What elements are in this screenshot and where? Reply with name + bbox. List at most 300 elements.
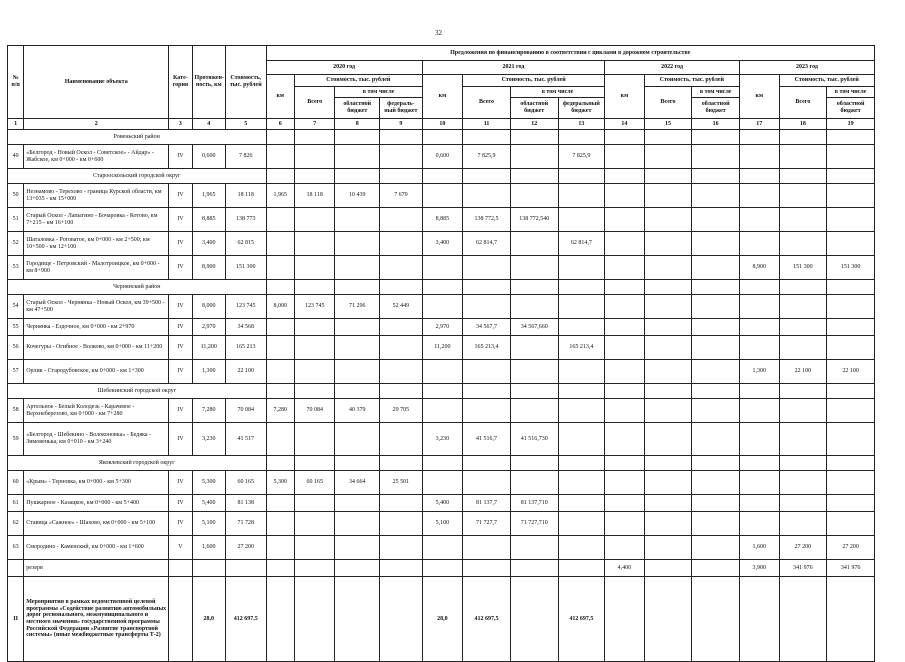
header-km-2021: км — [422, 75, 463, 119]
value-cell: 1,965 — [266, 184, 294, 208]
value-cell: 40 379 — [335, 399, 380, 423]
cost: 27 200 — [225, 536, 266, 560]
header-cost-2022: Стоимость, тыс. рублей — [644, 75, 739, 87]
value-cell — [692, 536, 740, 560]
value-cell — [294, 336, 335, 360]
row-number: 50 — [8, 184, 24, 208]
column-number: 6 — [266, 119, 294, 130]
value-cell — [779, 319, 827, 336]
value-cell — [380, 360, 423, 384]
category: IV — [169, 256, 192, 280]
value-cell — [644, 471, 692, 495]
value-cell — [644, 336, 692, 360]
value-cell — [692, 336, 740, 360]
value-cell — [266, 536, 294, 560]
empty-cell — [740, 169, 780, 184]
length: 11,200 — [192, 336, 225, 360]
empty-cell — [463, 456, 511, 471]
value-cell — [644, 232, 692, 256]
column-number: 16 — [692, 119, 740, 130]
section-row — [8, 130, 875, 145]
cost: 7 826 — [225, 145, 266, 169]
value-cell — [422, 256, 463, 280]
empty-cell — [605, 456, 645, 471]
header-total-2021: Всего — [463, 87, 511, 119]
value-cell — [266, 208, 294, 232]
value-cell — [779, 208, 827, 232]
empty-cell — [266, 384, 294, 399]
row-number: 51 — [8, 208, 24, 232]
value-cell — [558, 423, 605, 456]
empty-cell — [335, 577, 380, 662]
value-cell: 341 976 — [827, 560, 875, 577]
header-regional-2023: областной бюджет — [827, 98, 875, 119]
value-cell — [605, 536, 645, 560]
value-cell — [692, 360, 740, 384]
value-cell — [294, 512, 335, 536]
table-row — [8, 336, 875, 360]
table-row — [8, 232, 875, 256]
row-number: 58 — [8, 399, 24, 423]
column-number: 19 — [827, 119, 875, 130]
empty-cell — [692, 130, 740, 145]
section-row — [8, 280, 875, 295]
empty-cell — [692, 280, 740, 295]
value-cell: 34 664 — [335, 471, 380, 495]
object-name: Пушкарное - Казацкое, км 0+000 - км 5+400 — [24, 495, 169, 512]
value-cell — [510, 360, 558, 384]
empty-cell — [422, 280, 463, 295]
empty-cell — [380, 456, 423, 471]
empty-cell — [380, 130, 423, 145]
value-cell — [827, 145, 875, 169]
empty-cell — [463, 169, 511, 184]
category: IV — [169, 471, 192, 495]
value-cell — [644, 360, 692, 384]
empty-cell — [463, 130, 511, 145]
header-cost-2020: Стоимость, тыс. рублей — [294, 75, 422, 87]
header-regional-2022: областной бюджет — [692, 98, 740, 119]
empty-cell — [463, 560, 511, 577]
value-cell: 7 679 — [380, 184, 423, 208]
value-cell — [827, 471, 875, 495]
empty-cell — [644, 577, 692, 662]
header-length: Протяжен-ность, км — [192, 46, 225, 119]
value-cell — [335, 208, 380, 232]
value-cell: 0,600 — [422, 145, 463, 169]
header-regional-2020: областной бюджет — [335, 98, 380, 119]
program-name: Мероприятия в рамках ведомственной целевой программы «Содействие развитию автомобильных дорог регионального, межмуниципального и местного значения» государственной программы Российской Федерации «Развитие транспортной системы» (иные межбюджетные трансферты Т-2) — [24, 577, 169, 662]
value-cell: 7 825,9 — [558, 145, 605, 169]
value-cell — [294, 360, 335, 384]
empty-cell — [380, 384, 423, 399]
value-cell — [644, 399, 692, 423]
value-cell — [740, 295, 780, 319]
empty-cell — [644, 384, 692, 399]
empty-cell — [740, 577, 780, 662]
empty-cell — [266, 577, 294, 662]
value-cell — [380, 232, 423, 256]
empty-cell — [779, 130, 827, 145]
value-cell — [463, 184, 511, 208]
object-name: «Крым» - Терновка, км 0+000 - км 5+300 — [24, 471, 169, 495]
length: 28,0 — [192, 577, 225, 662]
empty-cell — [510, 456, 558, 471]
empty-cell — [644, 560, 692, 577]
header-federal-2020: федераль-ный бюджет — [380, 98, 423, 119]
value-cell — [380, 512, 423, 536]
header-regional-2021: областной бюджет — [510, 98, 558, 119]
value-cell — [605, 512, 645, 536]
value-cell — [335, 232, 380, 256]
length: 5,100 — [192, 512, 225, 536]
table-row — [8, 471, 875, 495]
section-row — [8, 456, 875, 471]
cost: 18 118 — [225, 184, 266, 208]
value-cell — [380, 319, 423, 336]
table-row — [8, 512, 875, 536]
empty-cell — [740, 130, 780, 145]
object-name: «Белгород - Шебекино - Волоконовка» - Бедяка - Зимовенька, км 0+010 - км 3+240 — [24, 423, 169, 456]
value-cell — [558, 208, 605, 232]
value-cell — [422, 184, 463, 208]
cost: 22 100 — [225, 360, 266, 384]
empty-cell — [558, 456, 605, 471]
empty-cell — [294, 577, 335, 662]
table-row — [8, 536, 875, 560]
empty-cell — [294, 169, 335, 184]
length: 2,970 — [192, 319, 225, 336]
value-cell — [266, 319, 294, 336]
empty-cell — [294, 384, 335, 399]
value-cell — [380, 423, 423, 456]
value-cell — [692, 208, 740, 232]
empty-cell — [779, 280, 827, 295]
value-cell — [335, 536, 380, 560]
value-cell: 3,900 — [740, 560, 780, 577]
value-cell — [510, 256, 558, 280]
value-cell — [294, 495, 335, 512]
category: IV — [169, 184, 192, 208]
object-name: Старый Оскол - Чернянка - Новый Оскол, км 39+500 - км 47+500 — [24, 295, 169, 319]
value-cell — [779, 232, 827, 256]
value-cell — [422, 360, 463, 384]
length: 1,300 — [192, 360, 225, 384]
row-number: II — [8, 577, 24, 662]
table-row — [8, 495, 875, 512]
value-cell — [510, 295, 558, 319]
value-cell — [692, 423, 740, 456]
row-number: 53 — [8, 256, 24, 280]
value-cell — [463, 360, 511, 384]
value-cell — [558, 360, 605, 384]
empty-cell — [692, 169, 740, 184]
row-number: 57 — [8, 360, 24, 384]
section-row — [8, 169, 875, 184]
value-cell — [827, 319, 875, 336]
object-name: Городище - Петровский - Малотроицкое, км 0+000 - км 8+900 — [24, 256, 169, 280]
value-cell — [463, 256, 511, 280]
empty-cell — [510, 560, 558, 577]
value-cell — [740, 399, 780, 423]
row-number: 62 — [8, 512, 24, 536]
empty-cell — [740, 384, 780, 399]
category: IV — [169, 336, 192, 360]
value-cell — [266, 360, 294, 384]
header-federal-2021: федеральный бюджет — [558, 98, 605, 119]
value-cell: 8,000 — [266, 295, 294, 319]
empty-cell — [827, 577, 875, 662]
cost: 62 815 — [225, 232, 266, 256]
value-cell — [294, 145, 335, 169]
empty-cell — [335, 169, 380, 184]
program-row — [8, 577, 875, 662]
value-cell: 3,400 — [422, 232, 463, 256]
value-cell: 27 200 — [779, 536, 827, 560]
empty-cell — [827, 130, 875, 145]
header-total-2022: Всего — [644, 87, 692, 119]
table-row — [8, 184, 875, 208]
value-cell — [644, 256, 692, 280]
value-cell — [644, 536, 692, 560]
value-cell — [463, 295, 511, 319]
column-number: 15 — [644, 119, 692, 130]
value-cell: 27 200 — [827, 536, 875, 560]
value-cell — [779, 184, 827, 208]
empty-cell — [463, 280, 511, 295]
value-cell — [558, 495, 605, 512]
financing-table — [7, 45, 875, 662]
header-num: № п/п — [8, 46, 24, 119]
value-cell — [827, 512, 875, 536]
value-cell — [266, 423, 294, 456]
table-row — [8, 256, 875, 280]
value-cell: 41 516,730 — [510, 423, 558, 456]
category: IV — [169, 208, 192, 232]
value-cell: 3,230 — [422, 423, 463, 456]
empty-cell — [740, 456, 780, 471]
value-cell — [692, 256, 740, 280]
empty-cell — [422, 169, 463, 184]
value-cell — [510, 184, 558, 208]
empty-cell — [692, 560, 740, 577]
value-cell — [827, 208, 875, 232]
header-total-2020: Всего — [294, 87, 335, 119]
value-cell — [266, 336, 294, 360]
header-cost-2021: Стоимость, тыс. рублей — [463, 75, 605, 87]
value-cell: 1,600 — [740, 536, 780, 560]
empty-cell — [510, 577, 558, 662]
category: IV — [169, 360, 192, 384]
header-total-2023: Всего — [779, 87, 827, 119]
row-number: 49 — [8, 145, 24, 169]
value-cell — [335, 495, 380, 512]
value-cell — [827, 336, 875, 360]
empty-cell — [335, 456, 380, 471]
value-cell — [380, 145, 423, 169]
value-cell — [827, 495, 875, 512]
column-number: 18 — [779, 119, 827, 130]
row-number: 60 — [8, 471, 24, 495]
header-category: Кате-гория — [169, 46, 192, 119]
empty-cell — [380, 577, 423, 662]
empty-cell — [827, 384, 875, 399]
reserve-label: резерв — [24, 560, 169, 577]
value-cell — [644, 512, 692, 536]
value-cell: 22 100 — [827, 360, 875, 384]
column-numbers-row — [8, 119, 875, 130]
value-cell — [463, 536, 511, 560]
value-cell: 4,400 — [605, 560, 645, 577]
object-name: Артельное - Белый Колодезь - Карачевое - Верхнеберезово, км 0+000 - км 7+280 — [24, 399, 169, 423]
cost: 34 568 — [225, 319, 266, 336]
value-cell — [740, 512, 780, 536]
value-cell — [605, 319, 645, 336]
empty-cell — [380, 280, 423, 295]
value-cell — [510, 399, 558, 423]
cost: 412 697,5 — [225, 577, 266, 662]
value-cell: 138 772,540 — [510, 208, 558, 232]
value-cell — [558, 295, 605, 319]
object-name: Смородино - Каменский, км 0+000 - км 1+600 — [24, 536, 169, 560]
object-name: Ставица «Сажное» - Шахово, км 0+000 - км 5+100 — [24, 512, 169, 536]
empty-cell — [605, 577, 645, 662]
value-cell: 165 213,4 — [463, 336, 511, 360]
length: 5,400 — [192, 495, 225, 512]
category: IV — [169, 512, 192, 536]
table-row — [8, 319, 875, 336]
category: IV — [169, 399, 192, 423]
value-cell — [644, 319, 692, 336]
value-cell: 34 567,7 — [463, 319, 511, 336]
category: IV — [169, 232, 192, 256]
value-cell: 81 137,710 — [510, 495, 558, 512]
value-cell — [692, 184, 740, 208]
value-cell: 29 705 — [380, 399, 423, 423]
value-cell — [779, 145, 827, 169]
header-cost-2023: Стоимость, тыс. рублей — [779, 75, 874, 87]
value-cell: 5,100 — [422, 512, 463, 536]
empty-cell — [644, 456, 692, 471]
value-cell — [740, 232, 780, 256]
value-cell — [605, 295, 645, 319]
row-number: 59 — [8, 423, 24, 456]
length: 5,300 — [192, 471, 225, 495]
section-title: Яковлевский городской округ — [8, 456, 267, 471]
cost: 71 728 — [225, 512, 266, 536]
category: IV — [169, 295, 192, 319]
column-number: 14 — [605, 119, 645, 130]
value-cell — [335, 423, 380, 456]
object-name: Незнамово - Терехово - граница Курской области, км 13+035 - км 15+000 — [24, 184, 169, 208]
table-row — [8, 360, 875, 384]
column-number: 17 — [740, 119, 780, 130]
empty-cell — [422, 384, 463, 399]
empty-cell — [335, 560, 380, 577]
table-row — [8, 295, 875, 319]
section-row — [8, 384, 875, 399]
cost: 41 517 — [225, 423, 266, 456]
value-cell — [692, 319, 740, 336]
empty-cell — [294, 280, 335, 295]
value-cell — [510, 471, 558, 495]
value-cell — [644, 208, 692, 232]
value-cell: 34 567,660 — [510, 319, 558, 336]
category: IV — [169, 423, 192, 456]
value-cell — [605, 256, 645, 280]
empty-cell — [558, 169, 605, 184]
empty-cell — [510, 384, 558, 399]
header-year-2023: 2023 год — [740, 61, 875, 75]
value-cell — [740, 208, 780, 232]
value-cell — [558, 399, 605, 423]
value-cell — [605, 360, 645, 384]
value-cell: 165 213,4 — [558, 336, 605, 360]
value-cell — [779, 471, 827, 495]
value-cell — [294, 256, 335, 280]
column-number: 1 — [8, 119, 24, 130]
header-name: Наименование объекта — [24, 46, 169, 119]
value-cell — [266, 232, 294, 256]
empty-cell — [266, 130, 294, 145]
cost: 165 213 — [225, 336, 266, 360]
table-row — [8, 145, 875, 169]
category: IV — [169, 319, 192, 336]
column-number: 5 — [225, 119, 266, 130]
cost: 60 165 — [225, 471, 266, 495]
value-cell: 81 137,7 — [463, 495, 511, 512]
value-cell — [335, 145, 380, 169]
column-number: 10 — [422, 119, 463, 130]
value-cell — [558, 536, 605, 560]
empty-cell — [335, 280, 380, 295]
reserve-row — [8, 560, 875, 577]
length: 1,600 — [192, 536, 225, 560]
value-cell — [510, 232, 558, 256]
value-cell: 25 501 — [380, 471, 423, 495]
empty-cell — [779, 456, 827, 471]
header-including-2021: в том числе — [510, 87, 604, 98]
empty-cell — [192, 560, 225, 577]
value-cell — [692, 512, 740, 536]
length: 3,230 — [192, 423, 225, 456]
row-number: 61 — [8, 495, 24, 512]
value-cell — [422, 295, 463, 319]
object-name: Шаталовка - Роговатое, км 0+000 - км 2+500; км 10+500 - км 12+100 — [24, 232, 169, 256]
table-row — [8, 399, 875, 423]
cost: 123 745 — [225, 295, 266, 319]
value-cell — [605, 232, 645, 256]
value-cell: 341 976 — [779, 560, 827, 577]
value-cell — [827, 399, 875, 423]
value-cell — [779, 512, 827, 536]
value-cell — [644, 145, 692, 169]
value-cell — [779, 295, 827, 319]
value-cell: 151 300 — [779, 256, 827, 280]
object-name: Старый Оскол - Лапыгино - Бочаровка - Котово, км 7+215 - км 16+100 — [24, 208, 169, 232]
value-cell — [779, 495, 827, 512]
value-cell: 151 300 — [827, 256, 875, 280]
length: 8,000 — [192, 295, 225, 319]
value-cell — [294, 536, 335, 560]
value-cell — [335, 360, 380, 384]
length: 3,400 — [192, 232, 225, 256]
value-cell — [510, 536, 558, 560]
value-cell: 71 727,7 — [463, 512, 511, 536]
value-cell: 62 814,7 — [463, 232, 511, 256]
section-title: Чернянский район — [8, 280, 267, 295]
value-cell: 70 084 — [294, 399, 335, 423]
